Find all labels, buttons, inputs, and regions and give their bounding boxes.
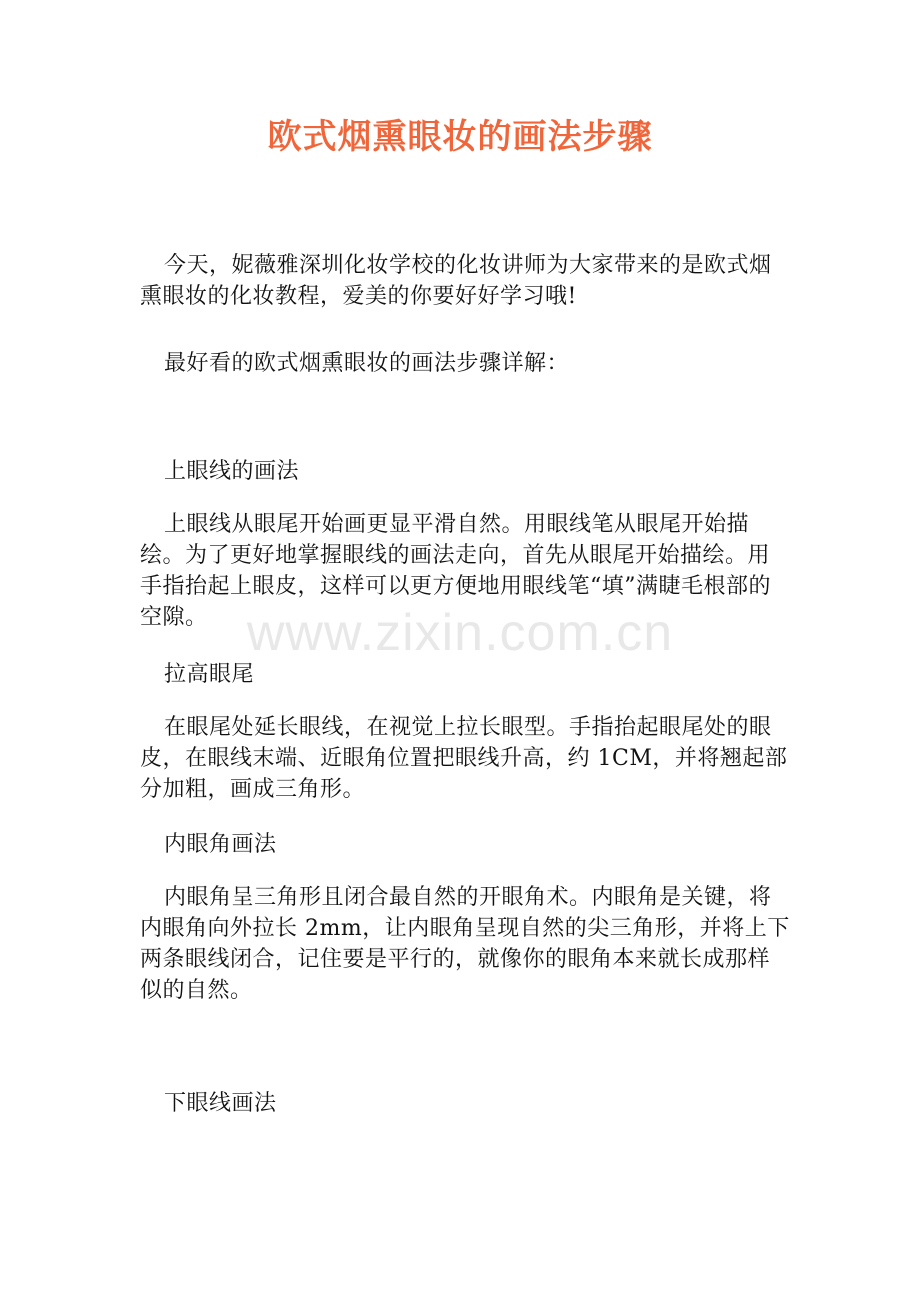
intro-paragraph: 今天，妮薇雅深圳化妆学校的化妆讲师为大家带来的是欧式烟熏眼妆的化妆教程，爱美的你要好好学习哦! bbox=[140, 253, 772, 309]
watermark: www.zixin.com.cn bbox=[246, 604, 674, 662]
inner-corner-paragraph: 内眼角呈三角形且闭合最自然的开眼角术。内眼角是关键，将内眼角向外拉长 2mm，让内眼角呈现自然的尖三角形，并将上下两条眼线闭合，记住要是平行的，就像你的眼角本来就长成那样似的自然。 bbox=[140, 885, 790, 1003]
raise-tail-paragraph: 在眼尾处延长眼线，在视觉上拉长眼型。手指抬起眼尾处的眼皮，在眼线末端、近眼角位置把眼线升高，约 1CM，并将翘起部分加粗，画成三角形。 bbox=[140, 715, 788, 802]
document-title: 欧式烟熏眼妆的画法步骤 bbox=[267, 117, 653, 157]
section-heading-inner-corner: 内眼角画法 bbox=[164, 832, 277, 857]
section-heading-upper-eyeliner: 上眼线的画法 bbox=[164, 459, 300, 484]
section-heading-raise-tail: 拉高眼尾 bbox=[164, 662, 255, 687]
steps-heading-paragraph: 最好看的欧式烟熏眼妆的画法步骤详解： bbox=[164, 351, 570, 376]
section-heading-lower-eyeliner: 下眼线画法 bbox=[164, 1091, 277, 1116]
upper-eyeliner-paragraph: 上眼线从眼尾开始画更显平滑自然。用眼线笔从眼尾开始描绘。为了更好地掌握眼线的画法走向，首先从眼尾开始描绘。用手指抬起上眼皮，这样可以更方便地用眼线笔“填”满睫毛根部的空隙。 bbox=[140, 512, 771, 630]
